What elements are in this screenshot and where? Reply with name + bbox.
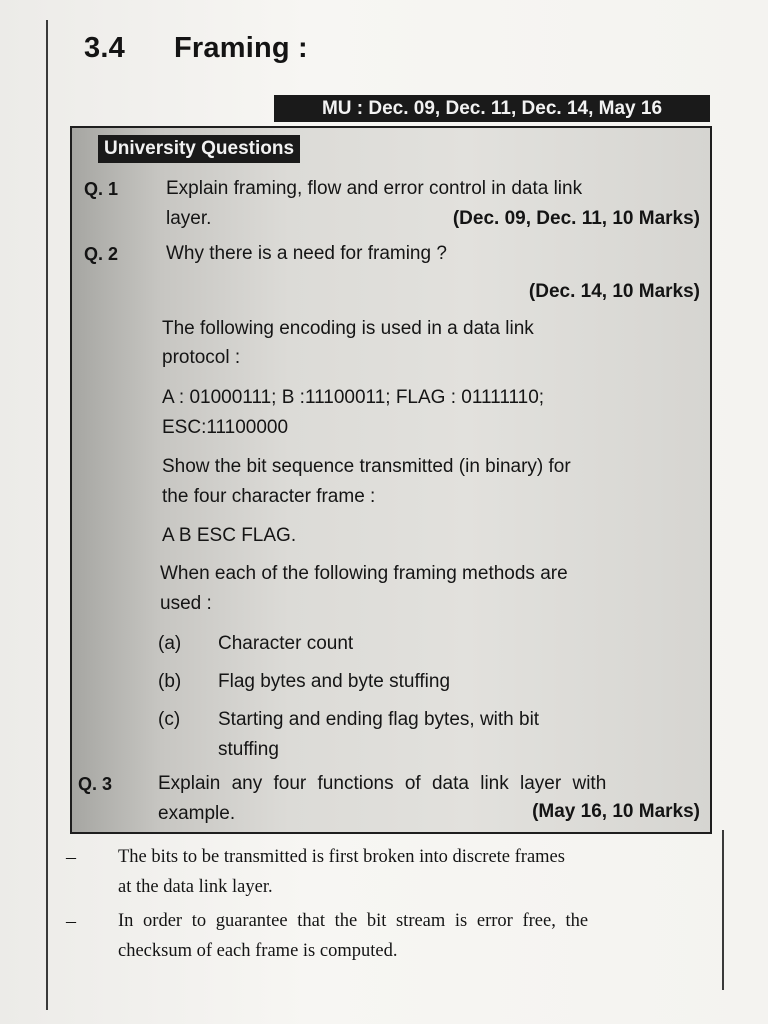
q2-text-line: the four character frame : <box>162 486 376 507</box>
q1-line1: Explain framing, flow and error control in data link <box>166 178 583 199</box>
section-number: 3.4 <box>84 32 125 64</box>
option-text-continued: stuffing <box>218 739 279 760</box>
q3-line2: example. <box>158 803 236 824</box>
q2-text-line: The following encoding is used in a data link <box>162 318 534 339</box>
option-letter: (b) <box>158 671 182 692</box>
exam-dates-banner: MU : Dec. 09, Dec. 11, Dec. 14, May 16 <box>274 95 710 122</box>
q1-label: Q. 1 <box>84 179 119 199</box>
q2-label: Q. 2 <box>84 244 119 264</box>
q2-marks: (Dec. 14, 10 Marks) <box>528 281 700 302</box>
section-title: Framing : <box>174 32 308 64</box>
option-text: Flag bytes and byte stuffing <box>218 671 451 692</box>
q2-line1: Why there is a need for framing ? <box>166 243 447 264</box>
q2-text-line: protocol : <box>162 347 241 368</box>
bullet-dash: – <box>66 910 76 932</box>
body-line: checksum of each frame is computed. <box>118 941 398 961</box>
q3-marks: (May 16, 10 Marks) <box>532 801 700 822</box>
q2-text-line: used : <box>160 593 212 614</box>
left-margin-rule <box>46 20 48 1010</box>
option-letter: (c) <box>158 709 181 730</box>
body-line: at the data link layer. <box>118 877 273 897</box>
box-header: University Questions <box>98 135 300 163</box>
q1-line2: layer. <box>166 208 212 229</box>
option-text: Character count <box>218 633 354 654</box>
body-line: The bits to be transmitted is first broken into discrete frames <box>118 847 565 867</box>
body-line: In order to guarantee that the bit stream is error free, the <box>118 911 589 931</box>
bullet-dash: – <box>66 846 76 868</box>
option-letter: (a) <box>158 633 182 654</box>
option-text: Starting and ending flag bytes, with bit <box>218 709 540 730</box>
q1-marks: (Dec. 09, Dec. 11, 10 Marks) <box>452 208 700 229</box>
q2-text-line: When each of the following framing methods are <box>160 563 568 584</box>
q2-text-line: A B ESC FLAG. <box>162 525 297 546</box>
q2-text-line: ESC:11100000 <box>162 417 289 438</box>
section-heading <box>84 32 644 72</box>
q2-text-line: Show the bit sequence transmitted (in binary) for <box>162 456 571 477</box>
right-margin-rule <box>722 830 724 990</box>
body-paragraph <box>118 906 708 966</box>
university-questions-box <box>70 126 712 834</box>
q2-text-line: A : 01000111; B :11100011; FLAG : 01111110; <box>162 387 545 408</box>
q3-line1: Explain any four functions of data link layer with <box>158 773 607 794</box>
q3-label: Q. 3 <box>78 774 113 794</box>
body-paragraph <box>118 842 708 902</box>
